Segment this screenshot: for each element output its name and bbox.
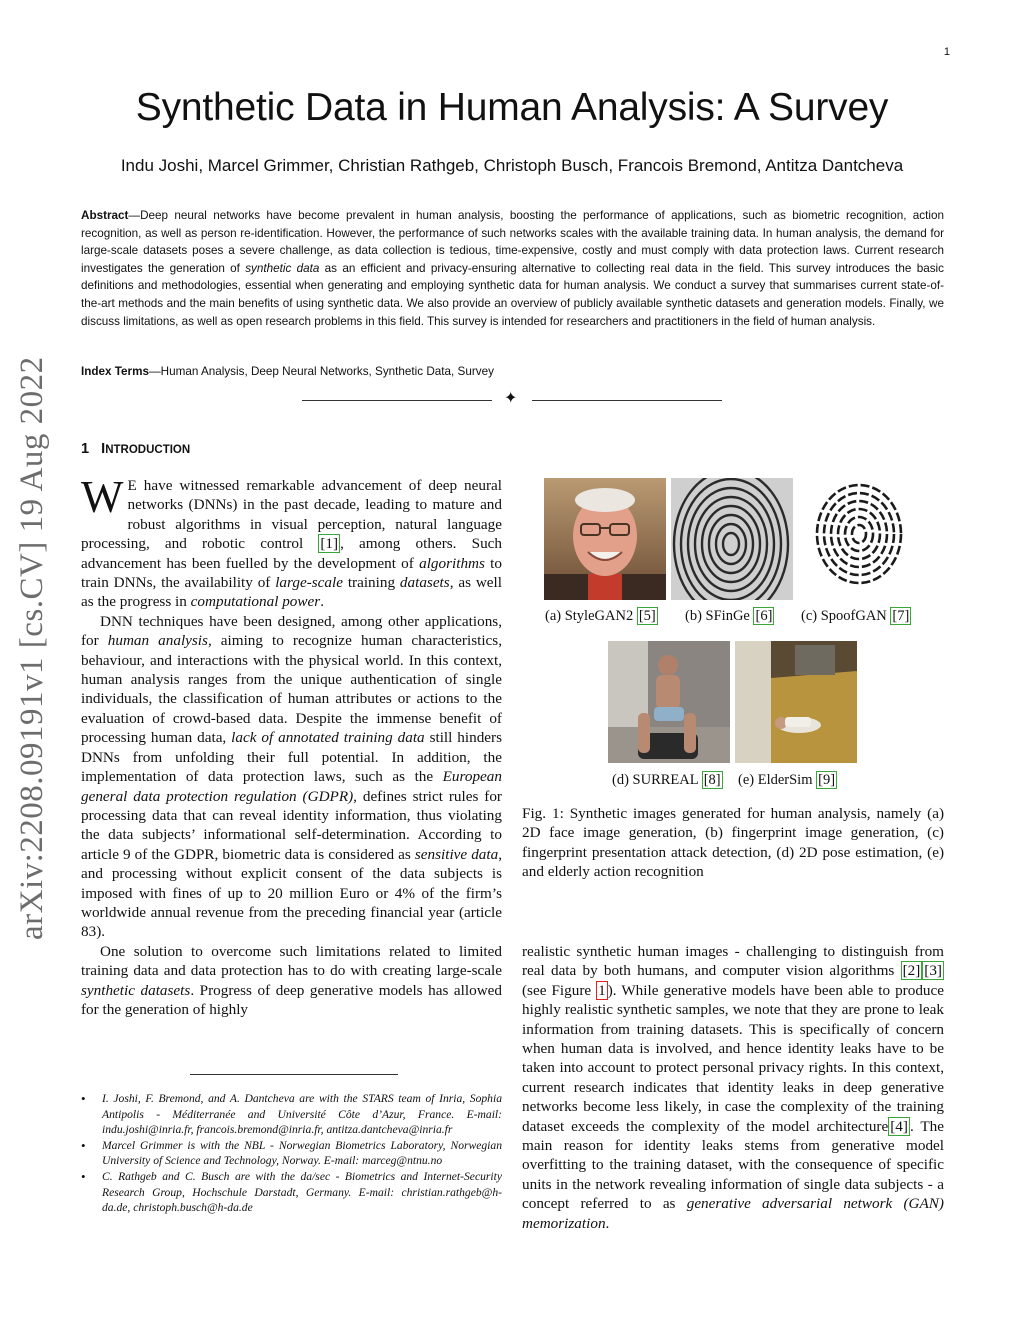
section-number: 1 — [81, 441, 90, 457]
left-column — [81, 472, 503, 1019]
footnote — [81, 1169, 502, 1216]
text-run: ). While generative models have been able to produce highly realistic synthetic samples, we note that they are prone to leak information from training datasets. This is specifically of concern when human data is involved, and hence identity leaks have to be taken into account to protect personal privacy rights. In this context, current research indicates that identity leaks in deep generative networks become less likely, in case the complexity of the training dataset exceeds the complexity of the model architecture — [522, 981, 944, 1135]
emphasis: sensitive data — [414, 845, 499, 863]
subfigure-caption-d — [612, 772, 723, 789]
text-run: One solution to overcome such limitations related to limited training data and data protection has to do with creating large-scale — [81, 942, 502, 980]
subfigure-caption-e — [738, 772, 837, 789]
citation-link[interactable]: [4] — [890, 1117, 908, 1135]
subfigure-caption-a — [545, 608, 658, 625]
figure-image-eldersim-room — [735, 641, 857, 763]
index-terms-label: Index Terms — [81, 365, 149, 378]
text-run: (see Figure — [522, 981, 597, 999]
caption-text: (a) StyleGAN2 — [545, 608, 637, 624]
footnote-rule — [190, 1074, 398, 1075]
text-run: DNN techniques have been designed, among other applications, for — [81, 612, 502, 650]
footnote-text: Marcel Grimmer is with the NBL - Norwegian Biometrics Laboratory, Norwegian University of Science and Technology, Norway. E-mail: marceg@ntnu.no — [102, 1138, 502, 1168]
figure-image-surreal-pose — [608, 641, 730, 763]
footnote-text: C. Rathgeb and C. Busch are with the da/sec - Biometrics and Internet-Security Research Group, Hochschule Darstadt, Germany. E-mail: christian.rathgeb@h-da.de, christoph.busch@h-da.de — [102, 1169, 502, 1215]
arxiv-identifier: arXiv:2208.09191v1 [cs.CV] 19 Aug 2022 — [14, 356, 50, 940]
emphasis: lack of annotated training data — [231, 729, 425, 747]
footnote — [81, 1091, 502, 1138]
text-run: , as well as the progress in — [81, 574, 502, 611]
page-number: 1 — [943, 46, 950, 58]
text-run: , defines strict rules for processing data that can reveal identity information, thus violating the data subjects’ informational self-determination. According to article 9 of the GDPR, biometric data is considered as — [81, 787, 502, 863]
index-terms — [81, 365, 944, 378]
section-heading — [81, 441, 190, 457]
text-run: , and processing without explicit consent of the data subjects is imposed with fines of up to 20 million Euro or 4% of the firm’s worldwide annual revenue from the preceding financial year (article 83). — [81, 845, 503, 941]
divider-line-left — [302, 400, 492, 401]
intro-paragraph-2 — [81, 612, 502, 942]
right-paragraph — [522, 942, 944, 1233]
text-run: realistic synthetic human images - challenging to distinguish from real data by both humans, and computer vision algorithms — [522, 943, 944, 980]
paper-title: Synthetic Data in Human Analysis: A Survey — [135, 86, 889, 129]
emphasis: generative adversarial network (GAN) memorization — [522, 1195, 944, 1232]
abstract — [81, 207, 944, 330]
intro-paragraph-1 — [81, 472, 503, 612]
text-run: . — [320, 593, 324, 611]
text-run: , aiming to recognize human characteristics, behaviour, and interactions with the physical world. In this context, human analysis ranges from the unique authentication of single individuals, the classification of human attributes or actions to the evaluation of crowd-based data. Despite the immense benefit of processing human data, — [81, 632, 502, 747]
footnotes — [81, 1091, 502, 1216]
citation-link[interactable]: [2] — [902, 962, 921, 980]
abstract-emphasis: synthetic data — [245, 261, 320, 275]
emphasis: synthetic datasets — [81, 981, 191, 999]
bullet-icon: • — [81, 1137, 86, 1153]
bullet-icon: • — [81, 1168, 86, 1184]
citation-link[interactable]: [9] — [818, 772, 836, 788]
bullet-icon: • — [81, 1091, 86, 1106]
abstract-text: —Deep neural networks have become prevalent in human analysis, boosting the performance of applications, such as biometric recognition, action recognition, as well as person re-identification. However, the performance of such networks scales with the available training data. In human analysis, the demand for large-scale datasets poses a severe challenge, as data collection is tedious, time-expensive, costly and must comply with data protection laws. Current research investigates the generation of — [81, 209, 944, 275]
caption-text: (b) SFinGe — [685, 608, 754, 624]
figure-image-sfinge-fingerprint — [671, 478, 793, 600]
footnote-text: I. Joshi, F. Bremond, and A. Dantcheva are with the STARS team of Inria, Sophia Antipolis - Méditerranée and Université Côte d’Azur, France. E-mail: indu.joshi@inria.fr, francois.bremond@inria.fr, antitza.dantcheva@inria.fr — [102, 1092, 502, 1137]
text-run: E have witnessed remarkable advancement of deep neural networks (DNNs) in the past decade, leading to mature and robust algorithms in visual perception, natural language processing, and robotic control — [81, 477, 502, 553]
abstract-text-cont: as an efficient and privacy-ensuring alternative to collecting real data in the field. This survey introduces the basic definitions and methodologies, essential when generating and employing synthetic data for human analysis. We conduct a survey that summarises current state-of-the-art methods and the main benefits of using synthetic data. We also provide an overview of publicly available synthetic datasets and generation models. Finally, we discuss limitations, as well as open research problems in this field. This survey is intended for researchers and practitioners in the field of human analysis. — [81, 261, 944, 328]
text-run: . The main reason for identity leaks stems from generative model overfitting to the training dataset, with the consequence of specific units in the network revealing information of single data subjects - a concept referred to as — [522, 1117, 944, 1213]
citation-link[interactable]: [7] — [892, 608, 910, 624]
emphasis: human analysis — [107, 632, 208, 650]
citation-link[interactable]: [5] — [638, 608, 656, 624]
text-run: to train DNNs, the availability of — [81, 554, 502, 592]
citation-link[interactable]: [1] — [320, 535, 339, 553]
footnote — [81, 1138, 502, 1169]
text-run: training — [342, 574, 400, 592]
caption-text: (e) ElderSim — [738, 772, 817, 788]
index-terms-text: —Human Analysis, Deep Neural Networks, Synthetic Data, Survey — [148, 365, 494, 378]
section-divider — [302, 390, 722, 409]
subfigure-caption-b — [685, 608, 774, 625]
abstract-label: Abstract — [81, 209, 129, 222]
section-title-rest: NTRODUCTION — [105, 444, 191, 456]
text-run: . — [605, 1214, 610, 1232]
right-column — [522, 942, 944, 1233]
divider-diamond-icon: ✦ — [504, 390, 518, 407]
citation-link[interactable]: [6] — [755, 608, 773, 624]
emphasis: large-scale — [275, 574, 343, 592]
emphasis: datasets — [399, 574, 450, 592]
divider-line-right — [532, 400, 722, 401]
emphasis: computational power — [190, 593, 321, 611]
figure-image-spoofgan-fingerprint — [797, 478, 919, 600]
figure-caption: Fig. 1: Synthetic images generated for human analysis, namely (a) 2D face image generation, (b) fingerprint image generation, (c) fingerprint presentation attack detection, (d) 2D pose estimation, (e) and elderly action recognition — [522, 805, 944, 881]
figure-reference-link[interactable]: 1 — [598, 981, 606, 999]
figure-image-stylegan2-face — [544, 478, 666, 600]
text-run: . Progress of deep generative models has allowed for the generation of highly — [81, 981, 502, 1018]
text-run: , among others. Such advancement has been fuelled by the development of — [81, 535, 503, 572]
author-list: Indu Joshi, Marcel Grimmer, Christian Rathgeb, Christoph Busch, Francois Bremond, Antitza Dantcheva — [120, 156, 904, 175]
caption-text: (c) SpoofGAN — [801, 608, 891, 624]
citation-link[interactable]: [3] — [924, 962, 942, 980]
emphasis: European general data protection regulation (GDPR) — [81, 768, 502, 805]
intro-paragraph-3 — [81, 942, 502, 1020]
caption-text: (d) SURREAL — [612, 772, 702, 788]
citation-link[interactable]: [8] — [703, 772, 721, 788]
section-title-cap: I — [101, 441, 106, 457]
emphasis: algorithms — [419, 554, 485, 572]
subfigure-caption-c — [801, 608, 911, 625]
text-run: still hinders DNNs from unfolding their full potential. In addition, the implementation of data protection laws, such as the — [81, 729, 503, 786]
drop-cap: W — [81, 472, 124, 522]
